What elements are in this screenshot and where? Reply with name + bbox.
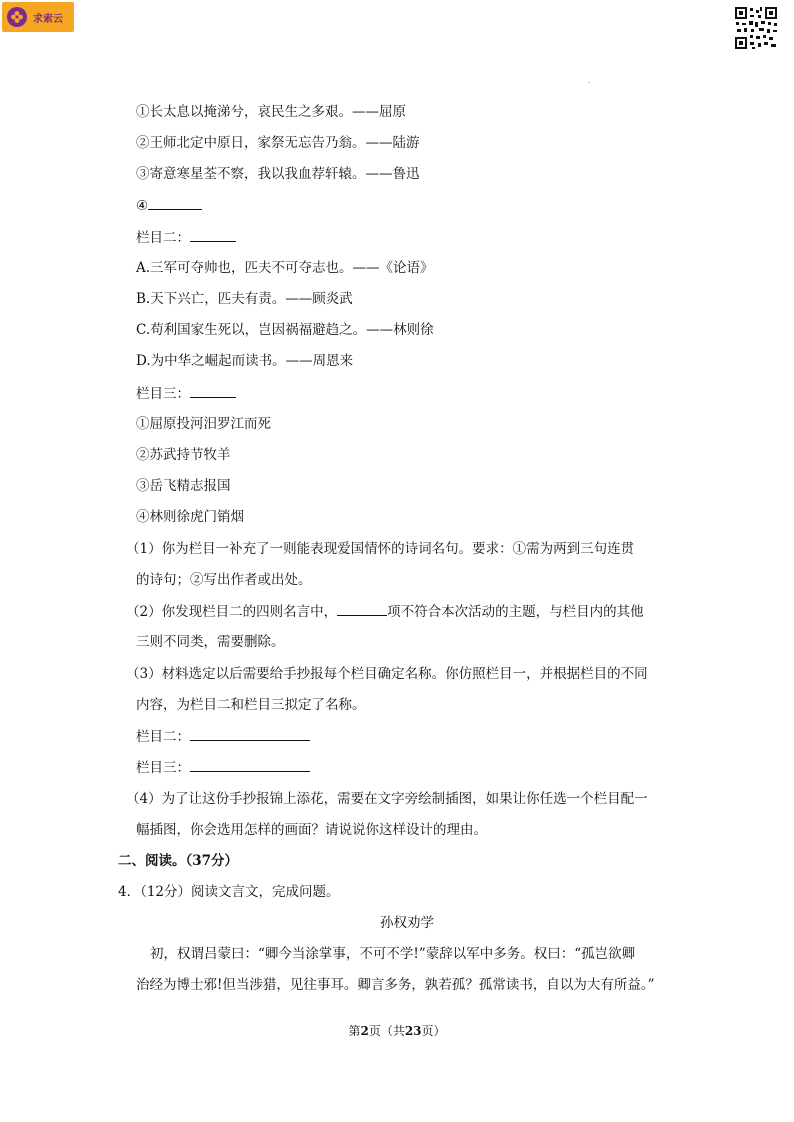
question-4-prompt: 4．（12分）阅读文言文，完成问题。 bbox=[118, 884, 340, 900]
question-1-line-1: （1）你为栏目一补充了一则能表现爱国情怀的诗词名句。要求：①需为两到三句连贯 bbox=[126, 541, 635, 557]
option-d: D.为中华之崛起而读书。——周恩来 bbox=[136, 353, 354, 369]
column-two-name: 栏目二： bbox=[136, 727, 310, 746]
poem-line-3: ③寄意寒星荃不察，我以我血荐轩辕。——鲁迅 bbox=[136, 166, 420, 182]
option-a: A.三军可夺帅也，匹夫不可夺志也。——《论语》 bbox=[136, 260, 434, 276]
column-three-heading: 栏目三： bbox=[136, 384, 236, 403]
answer-blank[interactable] bbox=[190, 228, 236, 242]
logo-text: 求索云 bbox=[33, 13, 63, 25]
story-4: ④林则徐虎门销烟 bbox=[136, 509, 244, 525]
brand-logo bbox=[2, 2, 74, 32]
answer-blank[interactable] bbox=[148, 196, 202, 210]
section-heading: 二、阅读。（37分） bbox=[118, 853, 239, 869]
answer-blank[interactable] bbox=[190, 758, 310, 772]
question-1-line-2: 的诗句；②写出作者或出处。 bbox=[136, 572, 312, 588]
answer-blank[interactable] bbox=[337, 602, 387, 616]
question-3-line-2: 内容，为栏目二和栏目三拟定了名称。 bbox=[136, 697, 366, 713]
poem-line-4: ④ bbox=[136, 196, 202, 215]
answer-blank[interactable] bbox=[190, 384, 236, 398]
question-2-line-1: （2）你发现栏目二的四则名言中， 项不符合本次活动的主题，与栏目内的其他 bbox=[126, 604, 644, 620]
column-two-heading: 栏目二： bbox=[136, 228, 236, 247]
question-4-line-2: 幅插图，你会选用怎样的画面？请说说你这样设计的理由。 bbox=[136, 822, 487, 838]
page-footer: 第2页（共23页） bbox=[348, 1024, 446, 1038]
stray-dot: . bbox=[588, 78, 590, 85]
qr-code-icon bbox=[734, 6, 778, 50]
story-2: ②苏武持节牧羊 bbox=[136, 447, 231, 463]
option-b: B.天下兴亡，匹夫有责。——顾炎武 bbox=[136, 291, 353, 307]
passage-line-2: 治经为博士邪!但当涉猎，见往事耳。卿言多务，孰若孤？孤常读书，自以为大有所益。” bbox=[136, 977, 655, 993]
answer-blank[interactable] bbox=[190, 727, 310, 741]
poem-line-1: ①长太息以掩涕兮，哀民生之多艰。——屈原 bbox=[136, 104, 406, 120]
poem-line-2: ②王师北定中原日，家祭无忘告乃翁。——陆游 bbox=[136, 135, 420, 151]
question-4-line-1: （4）为了让这份手抄报锦上添花，需要在文字旁绘制插图，如果让你任选一个栏目配一 bbox=[126, 791, 648, 807]
column-three-name: 栏目三： bbox=[136, 758, 310, 777]
story-1: ①屈原投河汨罗江而死 bbox=[136, 416, 271, 432]
question-3-line-1: （3）材料选定以后需要给手抄报每个栏目确定名称。你仿照栏目一，并根据栏目的不同 bbox=[126, 666, 648, 682]
option-c: C.苟利国家生死以，岂因祸福避趋之。——林则徐 bbox=[136, 322, 434, 338]
flower-logo-icon bbox=[7, 7, 27, 27]
question-2-line-2: 三则不同类，需要删除。 bbox=[136, 634, 285, 650]
story-3: ③岳飞精志报国 bbox=[136, 478, 231, 494]
passage-title: 孙权劝学 bbox=[380, 915, 434, 931]
passage-line-1: 初，权谓吕蒙曰：“卿今当涂掌事，不可不学!”蒙辞以军中多务。权曰：“孤岂欲卿 bbox=[150, 946, 636, 962]
